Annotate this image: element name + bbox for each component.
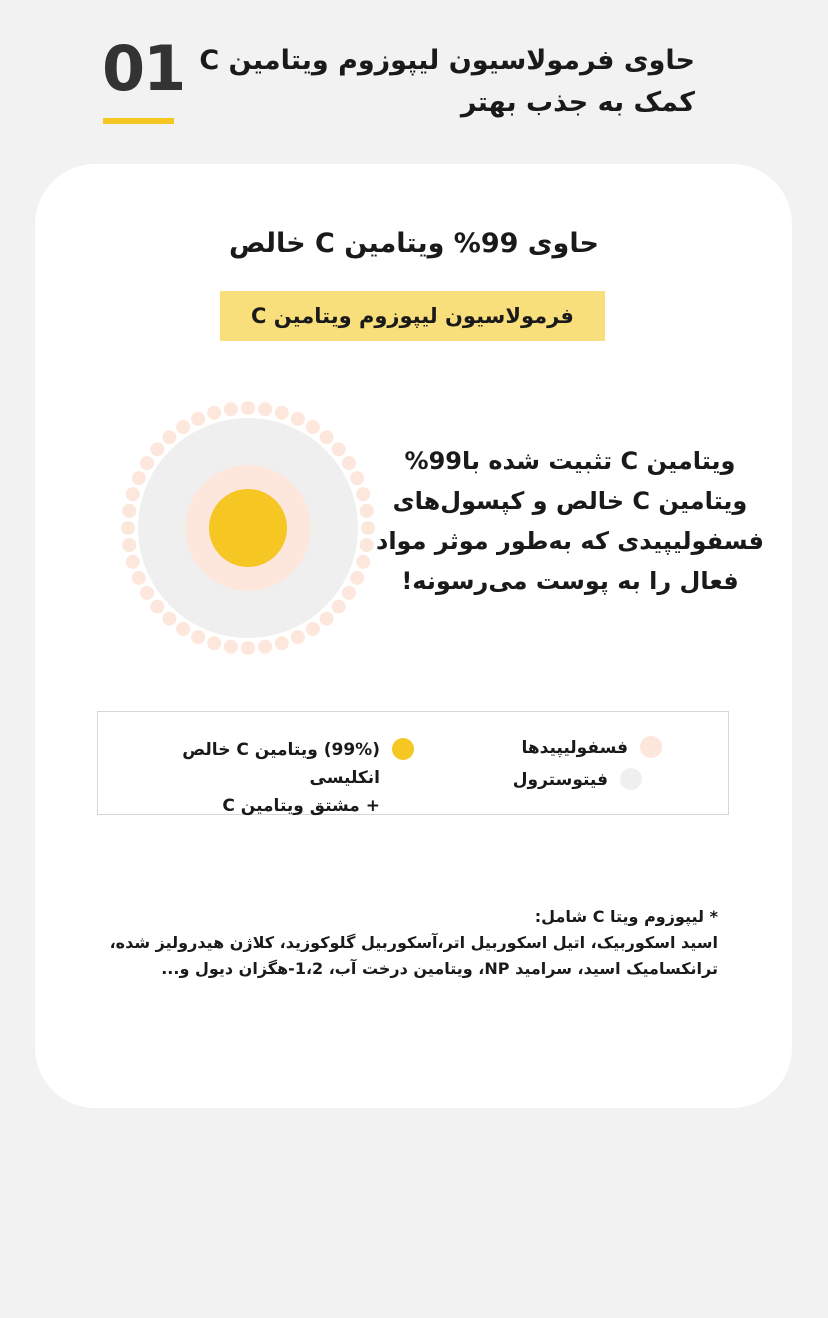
phospholipid-bead bbox=[162, 430, 176, 444]
phospholipid-bead bbox=[241, 641, 255, 655]
phospholipid-bead bbox=[121, 521, 135, 535]
legend-label-vitamin-c-line-2: + مشتق ویتامین C bbox=[222, 796, 380, 816]
phospholipid-bead bbox=[191, 412, 205, 426]
footnote-line-3: ترانکسامیک اسید، سرامید NP، ویتامین درخت آب، 1،2-هگزان دیول و... bbox=[161, 959, 718, 978]
vitamin-c-core bbox=[209, 489, 287, 567]
phytosterol-dot-icon bbox=[620, 768, 642, 790]
section-title-line-1: حاوی فرمولاسیون لیپوزوم ویتامین C bbox=[199, 45, 695, 76]
liposome-illustration bbox=[120, 400, 376, 656]
description-line-2: ویتامین C خالص و کپسول‌های bbox=[392, 487, 748, 515]
phospholipid-bead bbox=[132, 571, 146, 585]
phospholipid-bead bbox=[132, 471, 146, 485]
phospholipid-bead bbox=[150, 600, 164, 614]
phospholipid-bead bbox=[140, 456, 154, 470]
phospholipid-bead bbox=[320, 612, 334, 626]
phospholipid-bead bbox=[356, 555, 370, 569]
phospholipid-bead bbox=[291, 412, 305, 426]
phospholipid-bead bbox=[122, 504, 136, 518]
description bbox=[370, 441, 770, 601]
legend-item-phytosterol bbox=[513, 768, 642, 792]
section-title-line-2: کمک به جذب بهتر bbox=[460, 87, 695, 118]
phospholipid-bead bbox=[122, 538, 136, 552]
phospholipids-dot-icon bbox=[640, 736, 662, 758]
phospholipid-bead bbox=[356, 487, 370, 501]
highlight-label: فرمولاسیون لیپوزوم ویتامین C bbox=[251, 304, 574, 328]
phospholipid-bead bbox=[306, 622, 320, 636]
vitamin-c-dot-icon bbox=[392, 738, 414, 760]
description-line-4: فعال را به پوست می‌رسونه! bbox=[401, 567, 739, 595]
footnote-line-1: * لیپوزوم ویتا C شامل: bbox=[534, 907, 718, 926]
footnote-line-2: اسید اسکوربیک، اتیل اسکوربیل اتر،آسکوربیل گلوکوزید، کلاژن هیدرولیز شده، bbox=[109, 933, 718, 952]
phospholipid-bead bbox=[275, 636, 289, 650]
legend-label-phytosterol: فیتوسترول bbox=[512, 770, 608, 790]
phospholipid-bead bbox=[140, 586, 154, 600]
phospholipid-bead bbox=[207, 636, 221, 650]
description-line-1: ویتامین C تثبیت شده با99% bbox=[404, 447, 736, 475]
phospholipid-bead bbox=[258, 640, 272, 654]
main-headline: حاوی 99% ویتامین C خالص bbox=[229, 228, 599, 259]
phospholipid-bead bbox=[224, 402, 238, 416]
phospholipid-bead bbox=[258, 402, 272, 416]
phospholipid-bead bbox=[332, 442, 346, 456]
phospholipid-bead bbox=[224, 640, 238, 654]
phospholipid-bead bbox=[332, 600, 346, 614]
phospholipid-bead bbox=[342, 586, 356, 600]
legend-item-phospholipids bbox=[521, 736, 662, 760]
phospholipid-bead bbox=[275, 406, 289, 420]
phospholipid-bead bbox=[350, 471, 364, 485]
phospholipid-bead bbox=[126, 487, 140, 501]
phospholipid-bead bbox=[176, 622, 190, 636]
phospholipid-bead bbox=[150, 442, 164, 456]
legend-item-vitamin-c bbox=[164, 736, 414, 820]
legend-label-vitamin-c-line-1: (99%) ویتامین C خالص انکلیسی bbox=[182, 740, 380, 788]
phospholipid-bead bbox=[241, 401, 255, 415]
phospholipid-bead bbox=[306, 420, 320, 434]
phospholipid-bead bbox=[191, 630, 205, 644]
legend-label-phospholipids: فسفولیپیدها bbox=[521, 738, 628, 758]
ingredients-footnote bbox=[80, 904, 718, 982]
phospholipid-bead bbox=[162, 612, 176, 626]
phospholipid-bead bbox=[176, 420, 190, 434]
description-line-3: فسفولیپیدی که به‌طور موثر مواد bbox=[376, 527, 764, 555]
section-number: 01 bbox=[102, 32, 185, 105]
legend-label-vitamin-c bbox=[164, 736, 380, 820]
phospholipid-bead bbox=[342, 456, 356, 470]
phospholipid-bead bbox=[350, 571, 364, 585]
phospholipid-bead bbox=[291, 630, 305, 644]
section-title bbox=[190, 40, 695, 124]
phospholipid-bead bbox=[320, 430, 334, 444]
section-number-underline bbox=[103, 118, 174, 124]
phospholipid-bead bbox=[207, 406, 221, 420]
phospholipid-bead bbox=[126, 555, 140, 569]
